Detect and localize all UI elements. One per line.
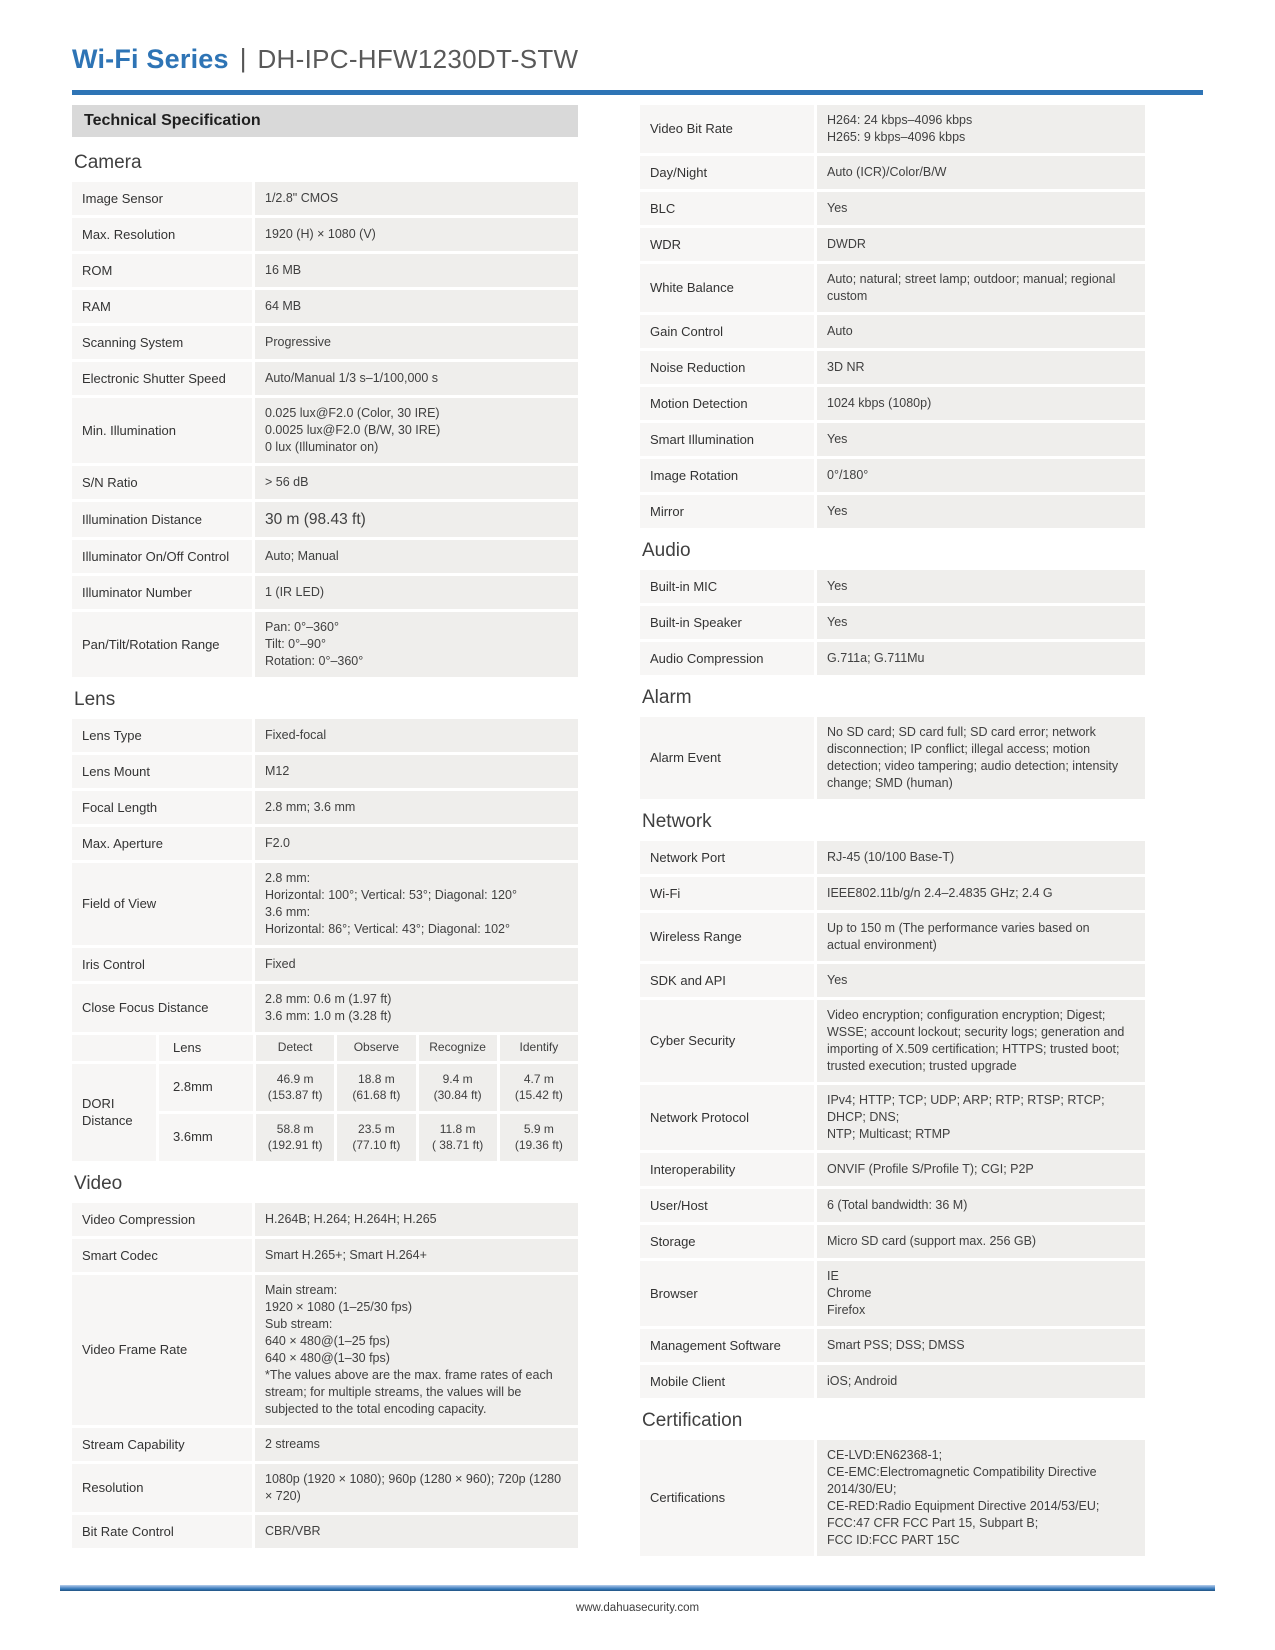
dori-header-detect: Detect xyxy=(256,1035,334,1061)
spec-row-management-software xyxy=(640,1329,1145,1362)
spec-row-certifications xyxy=(640,1440,1145,1556)
spec-row-noise-reduction xyxy=(640,351,1145,384)
row-value: 0.025 lux@F2.0 (Color, 30 IRE) 0.0025 lux@F2.0 (B/W, 30 IRE) 0 lux (Illuminator on) xyxy=(255,398,578,463)
row-label: Scanning System xyxy=(72,326,252,359)
row-value: 1920 (H) × 1080 (V) xyxy=(255,218,578,251)
spec-row-network-protocol xyxy=(640,1085,1145,1150)
row-value: CE-LVD:EN62368-1; CE-EMC:Electromagnetic Compatibility Directive 2014/30/EU; CE-RED:Radio Equipment Directive 2014/53/EU; FCC:47 CFR FCC Part 15, Subpart B; FCC ID:FCC PART 15C xyxy=(817,1440,1145,1556)
spec-row-mobile-client xyxy=(640,1365,1145,1398)
row-value: Smart PSS; DSS; DMSS xyxy=(817,1329,1145,1362)
row-value: iOS; Android xyxy=(817,1365,1145,1398)
spec-column-left xyxy=(72,105,578,1551)
spec-row-illuminator-number xyxy=(72,576,578,609)
row-label: Max. Aperture xyxy=(72,827,252,860)
row-label: Mobile Client xyxy=(640,1365,814,1398)
row-label: Browser xyxy=(640,1261,814,1326)
row-label: Certifications xyxy=(640,1440,814,1556)
spec-row-gain-control xyxy=(640,315,1145,348)
row-label: Min. Illumination xyxy=(72,398,252,463)
section-title-camera: Camera xyxy=(74,152,142,173)
spec-row-video-bit-rate xyxy=(640,105,1145,153)
row-label: Storage xyxy=(640,1225,814,1258)
spec-row-max-aperture xyxy=(72,827,578,860)
row-label: Bit Rate Control xyxy=(72,1515,252,1548)
row-value: 1/2.8" CMOS xyxy=(255,182,578,215)
spec-row-smart-illumination xyxy=(640,423,1145,456)
row-label: Video Bit Rate xyxy=(640,105,814,153)
spec-row-user-host xyxy=(640,1189,1145,1222)
spec-row-min-illumination xyxy=(72,398,578,463)
row-label: Management Software xyxy=(640,1329,814,1362)
section-title-lens: Lens xyxy=(74,689,116,711)
row-value: Auto; Manual xyxy=(255,540,578,573)
row-label: Pan/Tilt/Rotation Range xyxy=(72,612,252,677)
row-label: BLC xyxy=(640,192,814,225)
spec-row-scanning-system xyxy=(72,326,578,359)
row-value: 1024 kbps (1080p) xyxy=(817,387,1145,420)
row-value: 16 MB xyxy=(255,254,578,287)
spec-row-built-in-mic xyxy=(640,570,1145,603)
spec-row-rom xyxy=(72,254,578,287)
footer-url: www.dahuasecurity.com xyxy=(575,1602,700,1614)
row-value: CBR/VBR xyxy=(255,1515,578,1548)
row-label: Electronic Shutter Speed xyxy=(72,362,252,395)
row-value: Pan: 0°–360° Tilt: 0°–90° Rotation: 0°–360° xyxy=(255,612,578,677)
row-value: Yes xyxy=(817,192,1145,225)
spec-row-lens-mount xyxy=(72,755,578,788)
row-value: 2.8 mm; 3.6 mm xyxy=(255,791,578,824)
spec-row-ram xyxy=(72,290,578,323)
dori-lens-2-8mm: 2.8mm xyxy=(159,1064,253,1111)
dori-value-cell: 11.8 m ( 38.71 ft) xyxy=(419,1114,497,1161)
row-label: Audio Compression xyxy=(640,642,814,675)
row-label: Field of View xyxy=(72,863,252,945)
section-title-alarm: Alarm xyxy=(642,687,692,708)
spec-row-stream-capability xyxy=(72,1428,578,1461)
row-label: WDR xyxy=(640,228,814,261)
spec-row-wdr xyxy=(640,228,1145,261)
row-value: No SD card; SD card full; SD card error; network disconnection; IP conflict; illegal access; motion detection; video tampering; audio detection; intensity change; SMD (human) xyxy=(817,717,1145,799)
row-label: Built-in MIC xyxy=(640,570,814,603)
spec-row-focal-length xyxy=(72,791,578,824)
technical-specification-header: Technical Specification xyxy=(72,105,578,137)
row-label: Max. Resolution xyxy=(72,218,252,251)
dori-header-identify: Identify xyxy=(500,1035,578,1061)
title-divider: | xyxy=(239,43,247,73)
row-label: Interoperability xyxy=(640,1153,814,1186)
spec-row-white-balance xyxy=(640,264,1145,312)
spec-row-field-of-view xyxy=(72,863,578,945)
dori-distance-table xyxy=(72,1035,578,1161)
row-value: 30 m (98.43 ft) xyxy=(255,502,578,537)
spec-row-day-night xyxy=(640,156,1145,189)
spec-row-image-sensor xyxy=(72,182,578,215)
spec-row-electronic-shutter-speed xyxy=(72,362,578,395)
row-value: Yes xyxy=(817,570,1145,603)
dori-value-cell: 18.8 m (61.68 ft) xyxy=(337,1064,415,1111)
dori-value-cell: 23.5 m (77.10 ft) xyxy=(337,1114,415,1161)
row-value: Yes xyxy=(817,964,1145,997)
row-label: Stream Capability xyxy=(72,1428,252,1461)
row-value: Main stream: 1920 × 1080 (1–25/30 fps) Sub stream: 640 × 480@(1–25 fps) 640 × 480@(1–30 fps) *The values above are the max. frame rates of each stream; for multiple streams, the values will be subjected to the total encoding capacity. xyxy=(255,1275,578,1425)
row-value: M12 xyxy=(255,755,578,788)
row-label: Illumination Distance xyxy=(72,502,252,537)
row-value: G.711a; G.711Mu xyxy=(817,642,1145,675)
row-label: Resolution xyxy=(72,1464,252,1512)
spec-row-alarm-event xyxy=(640,717,1145,799)
row-value: Up to 150 m (The performance varies based on actual environment) xyxy=(817,913,1145,961)
row-label: Wireless Range xyxy=(640,913,814,961)
row-value: 2.8 mm: 0.6 m (1.97 ft) 3.6 mm: 1.0 m (3.28 ft) xyxy=(255,984,578,1032)
row-label: Gain Control xyxy=(640,315,814,348)
row-value: H264: 24 kbps–4096 kbps H265: 9 kbps–4096 kbps xyxy=(817,105,1145,153)
dori-header-observe: Observe xyxy=(337,1035,415,1061)
row-label: Noise Reduction xyxy=(640,351,814,384)
row-label: Network Protocol xyxy=(640,1085,814,1150)
section-title-network: Network xyxy=(642,811,712,832)
spec-row-cyber-security xyxy=(640,1000,1145,1082)
dori-row-label: DORI Distance xyxy=(72,1064,156,1161)
row-label: Focal Length xyxy=(72,791,252,824)
row-value: Auto xyxy=(817,315,1145,348)
spec-row-audio-compression xyxy=(640,642,1145,675)
row-value: 2 streams xyxy=(255,1428,578,1461)
row-value: F2.0 xyxy=(255,827,578,860)
row-label: Lens Mount xyxy=(72,755,252,788)
dori-value-cell: 5.9 m (19.36 ft) xyxy=(500,1114,578,1161)
row-label: Image Rotation xyxy=(640,459,814,492)
row-value: IEEE802.11b/g/n 2.4–2.4835 GHz; 2.4 G xyxy=(817,877,1145,910)
spec-row-wireless-range xyxy=(640,913,1145,961)
row-label: Illuminator On/Off Control xyxy=(72,540,252,573)
row-label: Motion Detection xyxy=(640,387,814,420)
spec-row-s-n-ratio xyxy=(72,466,578,499)
spec-row-lens-type xyxy=(72,719,578,752)
spec-row-bit-rate-control xyxy=(72,1515,578,1548)
row-label: White Balance xyxy=(640,264,814,312)
row-label: Wi-Fi xyxy=(640,877,814,910)
spec-row-resolution xyxy=(72,1464,578,1512)
row-value: Yes xyxy=(817,423,1145,456)
section-title-audio: Audio xyxy=(642,540,691,561)
row-value: Auto; natural; street lamp; outdoor; manual; regional custom xyxy=(817,264,1145,312)
row-label: Iris Control xyxy=(72,948,252,981)
spec-columns xyxy=(72,105,1275,1559)
row-label: Illuminator Number xyxy=(72,576,252,609)
spec-row-video-frame-rate xyxy=(72,1275,578,1425)
row-value: 2.8 mm: Horizontal: 100°; Vertical: 53°; Diagonal: 120° 3.6 mm: Horizontal: 86°; Vertical: 43°; Diagonal: 102° xyxy=(255,863,578,945)
spec-row-network-port xyxy=(640,841,1145,874)
spec-row-storage xyxy=(640,1225,1145,1258)
row-label: Built-in Speaker xyxy=(640,606,814,639)
row-label: Video Frame Rate xyxy=(72,1275,252,1425)
dori-value-cell: 4.7 m (15.42 ft) xyxy=(500,1064,578,1111)
spec-row-illuminator-on-off-control xyxy=(72,540,578,573)
spec-row-max-resolution xyxy=(72,218,578,251)
spec-row-image-rotation xyxy=(640,459,1145,492)
dori-value-cell: 58.8 m (192.91 ft) xyxy=(256,1114,334,1161)
row-label: ROM xyxy=(72,254,252,287)
row-label: User/Host xyxy=(640,1189,814,1222)
row-value: 1 (IR LED) xyxy=(255,576,578,609)
row-label: Smart Illumination xyxy=(640,423,814,456)
spec-column-right xyxy=(640,105,1145,1559)
row-value: Progressive xyxy=(255,326,578,359)
spec-row-video-compression xyxy=(72,1203,578,1236)
spec-row-wi-fi xyxy=(640,877,1145,910)
spec-row-iris-control xyxy=(72,948,578,981)
spec-row-smart-codec xyxy=(72,1239,578,1272)
row-value: Fixed-focal xyxy=(255,719,578,752)
row-label: Image Sensor xyxy=(72,182,252,215)
row-label: Lens Type xyxy=(72,719,252,752)
document-header xyxy=(72,44,1275,75)
dori-lens-3-6mm: 3.6mm xyxy=(159,1114,253,1161)
row-label: S/N Ratio xyxy=(72,466,252,499)
spec-row-motion-detection xyxy=(640,387,1145,420)
row-value: 3D NR xyxy=(817,351,1145,384)
row-value: Yes xyxy=(817,495,1145,528)
series-title: Wi-Fi Series xyxy=(72,44,229,74)
row-label: Close Focus Distance xyxy=(72,984,252,1032)
spec-row-interoperability xyxy=(640,1153,1145,1186)
dori-header-recognize: Recognize xyxy=(419,1035,497,1061)
row-value: DWDR xyxy=(817,228,1145,261)
row-value: 64 MB xyxy=(255,290,578,323)
spec-row-browser xyxy=(640,1261,1145,1326)
row-value: 0°/180° xyxy=(817,459,1145,492)
row-label: Day/Night xyxy=(640,156,814,189)
row-value: 6 (Total bandwidth: 36 M) xyxy=(817,1189,1145,1222)
row-value: Fixed xyxy=(255,948,578,981)
row-label: RAM xyxy=(72,290,252,323)
row-label: Video Compression xyxy=(72,1203,252,1236)
row-label: Mirror xyxy=(640,495,814,528)
row-value: Video encryption; configuration encryption; Digest; WSSE; account lockout; security logs; generation and importing of X.509 certification; HTTPS; trusted boot; trusted execution; trusted upgrade xyxy=(817,1000,1145,1082)
row-value: Yes xyxy=(817,606,1145,639)
spec-row-mirror xyxy=(640,495,1145,528)
row-label: SDK and API xyxy=(640,964,814,997)
section-title-video: Video xyxy=(74,1173,123,1195)
spec-row-illumination-distance xyxy=(72,502,578,537)
row-value: > 56 dB xyxy=(255,466,578,499)
row-label: Alarm Event xyxy=(640,717,814,799)
dori-header-lens: Lens xyxy=(159,1035,253,1061)
section-title-certification: Certification xyxy=(642,1410,743,1431)
row-label: Smart Codec xyxy=(72,1239,252,1272)
row-label: Network Port xyxy=(640,841,814,874)
row-value: Smart H.265+; Smart H.264+ xyxy=(255,1239,578,1272)
spec-row-blc xyxy=(640,192,1145,225)
row-value: RJ-45 (10/100 Base-T) xyxy=(817,841,1145,874)
spec-row-pan-tilt-rotation-range xyxy=(72,612,578,677)
model-title: DH-IPC-HFW1230DT-STW xyxy=(257,44,579,74)
footer-rule xyxy=(60,1585,1215,1591)
row-label: Cyber Security xyxy=(640,1000,814,1082)
page-footer xyxy=(60,1585,1215,1614)
row-value: ONVIF (Profile S/Profile T); CGI; P2P xyxy=(817,1153,1145,1186)
row-value: IPv4; HTTP; TCP; UDP; ARP; RTP; RTSP; RTCP; DHCP; DNS; NTP; Multicast; RTMP xyxy=(817,1085,1145,1150)
spec-row-built-in-speaker xyxy=(640,606,1145,639)
spec-row-close-focus-distance xyxy=(72,984,578,1032)
dori-corner-cell xyxy=(72,1035,156,1061)
dori-value-cell: 46.9 m (153.87 ft) xyxy=(256,1064,334,1111)
row-value: Auto (ICR)/Color/B/W xyxy=(817,156,1145,189)
row-value: Micro SD card (support max. 256 GB) xyxy=(817,1225,1145,1258)
row-value: H.264B; H.264; H.264H; H.265 xyxy=(255,1203,578,1236)
row-value: 1080p (1920 × 1080); 960p (1280 × 960); 720p (1280 × 720) xyxy=(255,1464,578,1512)
dori-value-cell: 9.4 m (30.84 ft) xyxy=(419,1064,497,1111)
row-value: Auto/Manual 1/3 s–1/100,000 s xyxy=(255,362,578,395)
row-value: IE Chrome Firefox xyxy=(817,1261,1145,1326)
header-rule xyxy=(72,90,1203,95)
spec-row-sdk-and-api xyxy=(640,964,1145,997)
